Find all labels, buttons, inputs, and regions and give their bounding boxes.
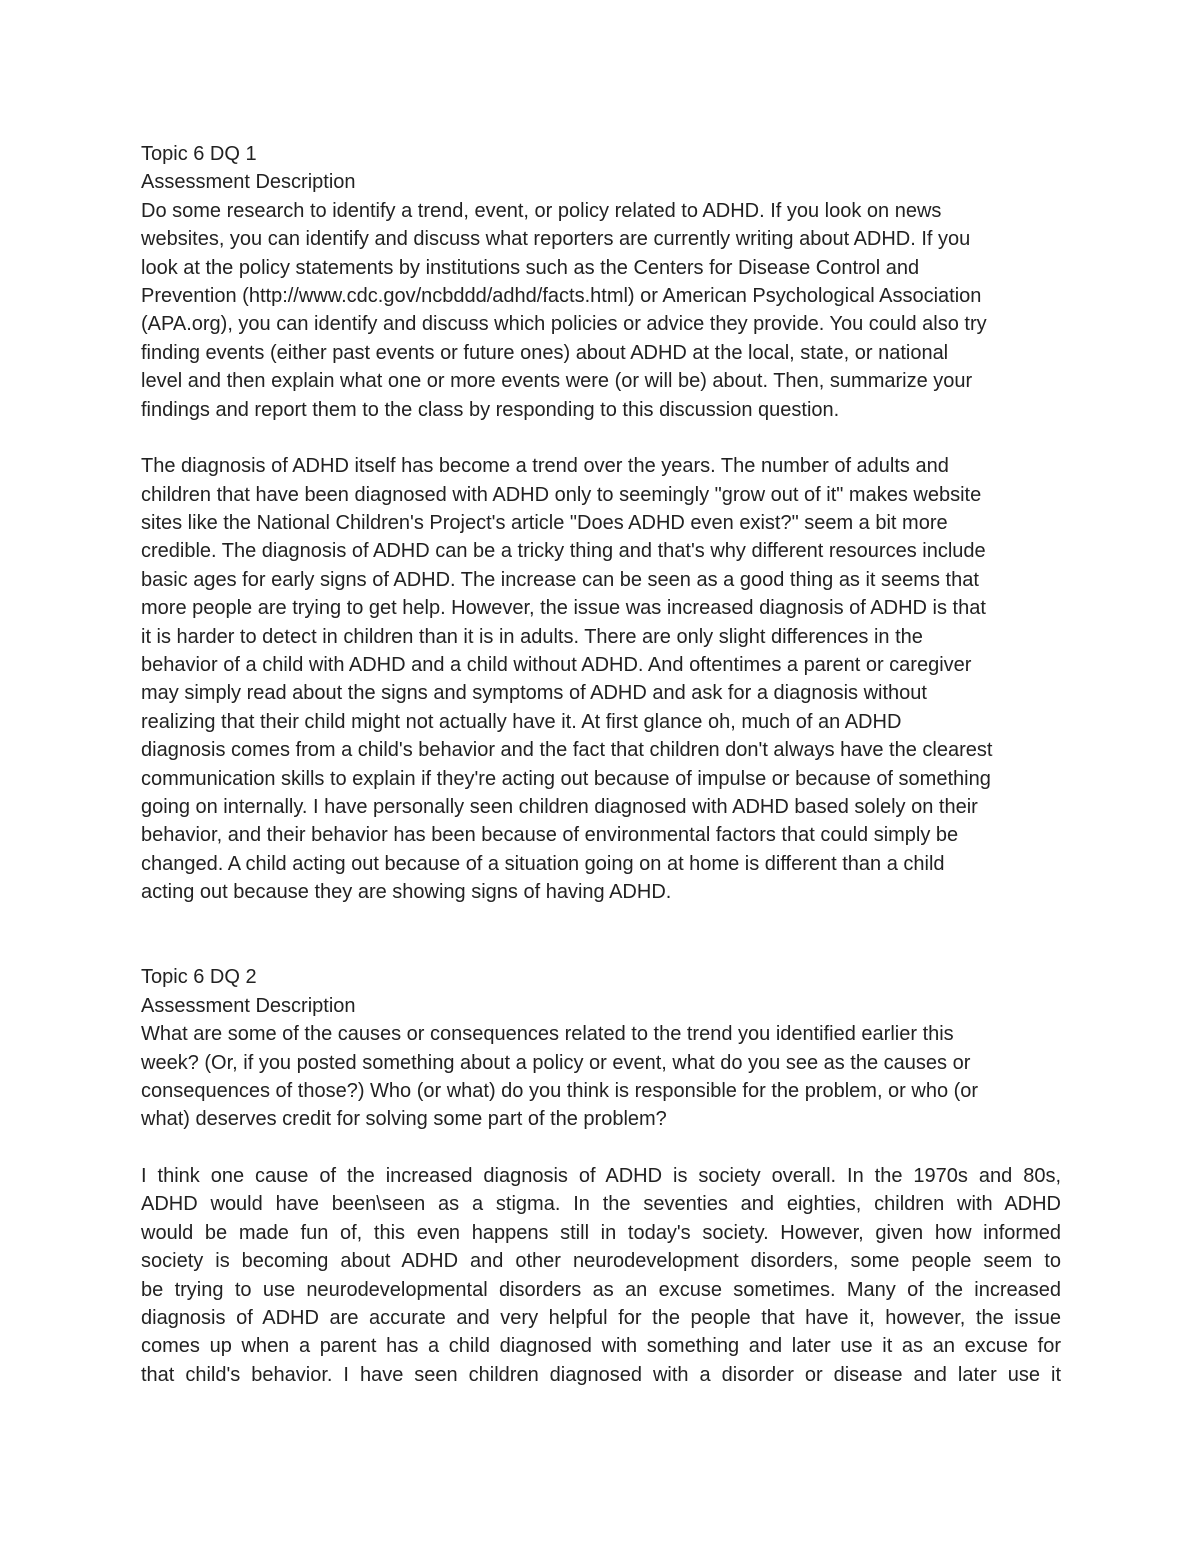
text-line: going on internally. I have personally seen children diagnosed with ADHD based solely on their (141, 795, 978, 818)
text-line: I think one cause of the increased diagnosis of ADHD is society overall. In the 1970s and 80s, (141, 1165, 1061, 1188)
section-title: Topic 6 DQ 1 (141, 143, 257, 165)
text-line: realizing that their child might not actually have it. At first glance oh, much of an ADHD (141, 710, 902, 733)
text-line: What are some of the causes or consequences related to the trend you identified earlier this (141, 1023, 954, 1046)
section-dq1 (141, 140, 1061, 907)
document-body (141, 140, 1061, 1389)
section-dq2 (141, 963, 1061, 1389)
section-subtitle: Assessment Description (141, 171, 356, 194)
text-line: The diagnosis of ADHD itself has become a trend over the years. The number of adults and (141, 455, 949, 478)
section-subtitle: Assessment Description (141, 994, 356, 1017)
text-line: ADHD would have been\seen as a stigma. In the seventies and eighties, children with ADHD (141, 1193, 1061, 1216)
text-line: week? (Or, if you posted something about a policy or event, what do you see as the causes or (141, 1051, 971, 1074)
paragraph-spacer (141, 424, 1061, 452)
text-line: consequences of those?) Who (or what) do you think is responsible for the problem, or who (or (141, 1079, 979, 1102)
text-line: Do some research to identify a trend, event, or policy related to ADHD. If you look on news (141, 199, 942, 222)
text-line: websites, you can identify and discuss what reporters are currently writing about ADHD. If you (141, 228, 971, 251)
assessment-prompt (141, 197, 1061, 424)
text-line: (APA.org), you can identify and discuss which policies or advice they provide. You could also try (141, 313, 987, 336)
text-line: diagnosis comes from a child's behavior and the fact that children don't always have the clearest (141, 739, 993, 762)
text-line: basic ages for early signs of ADHD. The increase can be seen as a good thing as it seems that (141, 568, 979, 591)
text-line: that child's behavior. I have seen children diagnosed with a disorder or disease and later use it (141, 1363, 1061, 1386)
text-line: children that have been diagnosed with ADHD only to seemingly "grow out of it" makes website (141, 483, 982, 506)
text-line: may simply read about the signs and symptoms of ADHD and ask for a diagnosis without (141, 682, 927, 705)
text-line: more people are trying to get help. However, the issue was increased diagnosis of ADHD is that (141, 597, 986, 620)
text-line: would be made fun of, this even happens still in today's society. However, given how informed (141, 1221, 1061, 1244)
text-line: finding events (either past events or future ones) about ADHD at the local, state, or national (141, 341, 949, 364)
text-line: look at the policy statements by institutions such as the Centers for Disease Control and (141, 256, 920, 279)
section-title: Topic 6 DQ 2 (141, 966, 257, 989)
paragraph-spacer (141, 1134, 1061, 1162)
text-line: diagnosis of ADHD are accurate and very helpful for the people that have it, however, the issue (141, 1307, 1061, 1330)
text-line: credible. The diagnosis of ADHD can be a tricky thing and that's why different resources include (141, 540, 986, 563)
response-paragraph (141, 1162, 1061, 1389)
text-line: behavior, and their behavior has been because of environmental factors that could simply be (141, 824, 959, 847)
text-line: communication skills to explain if they're acting out because of impulse or because of something (141, 767, 991, 790)
text-line: findings and report them to the class by responding to this discussion question. (141, 398, 840, 421)
text-line: behavior of a child with ADHD and a child without ADHD. And oftentimes a parent or caregiver (141, 654, 972, 677)
assessment-prompt (141, 1020, 1061, 1134)
text-line: society is becoming about ADHD and other neurodevelopment disorders, some people seem to (141, 1250, 1061, 1273)
section-spacer (141, 907, 1061, 964)
response-paragraph (141, 452, 1061, 906)
text-line: Prevention (http://www.cdc.gov/ncbddd/adhd/facts.html) or American Psychological Association (141, 284, 982, 307)
text-line: what) deserves credit for solving some part of the problem? (141, 1108, 667, 1131)
text-line: level and then explain what one or more events were (or will be) about. Then, summarize your (141, 370, 973, 393)
text-line: sites like the National Children's Project's article "Does ADHD even exist?" seem a bit more (141, 512, 948, 535)
text-line: be trying to use neurodevelopmental disorders as an excuse sometimes. Many of the increased (141, 1278, 1061, 1301)
text-line: changed. A child acting out because of a situation going on at home is different than a child (141, 852, 945, 875)
text-line: it is harder to detect in children than it is in adults. There are only slight differences in the (141, 625, 923, 648)
text-line: comes up when a parent has a child diagnosed with something and later use it as an excuse for (141, 1335, 1061, 1358)
text-line: acting out because they are showing signs of having ADHD. (141, 881, 672, 904)
